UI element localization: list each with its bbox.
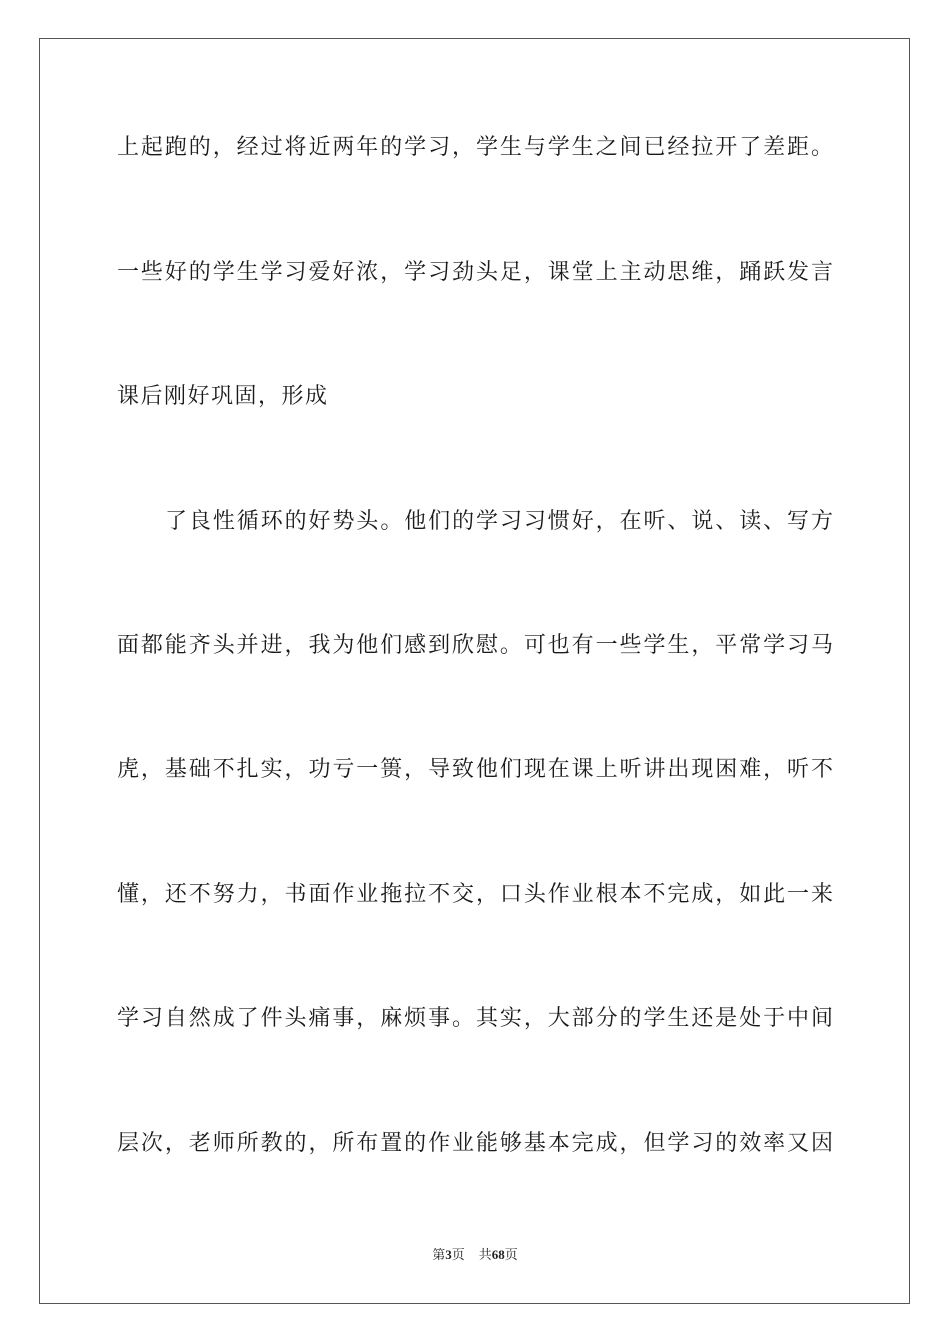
body-text-line-6: 虎，基础不扎实，功亏一篑，导致他们现在课上听讲出现困难，听不: [117, 757, 833, 782]
current-page-number: 3: [445, 1247, 452, 1262]
body-text-line-3: 课后刚好巩固，形成: [117, 384, 329, 409]
total-suffix: 页: [504, 1248, 518, 1263]
body-text-line-9: 层次，老师所教的，所布置的作业能够基本完成，但学习的效率又因: [117, 1131, 833, 1156]
body-text-line-1: 上起跑的，经过将近两年的学习，学生与学生之间已经拉开了差距。: [117, 135, 833, 160]
page-footer: [0, 1246, 950, 1265]
total-pages-number: 68: [491, 1247, 505, 1262]
page-suffix: 页: [451, 1248, 465, 1263]
body-text-line-2: 一些好的学生学习爱好浓，学习劲头足，课堂上主动思维，踊跃发言: [117, 260, 833, 285]
page-prefix: 第: [432, 1248, 446, 1263]
body-text-line-4: 了良性循环的好势头。他们的学习习惯好，在听、说、读、写方: [165, 509, 833, 534]
body-text-line-7: 懂，还不努力，书面作业拖拉不交，口头作业根本不完成，如此一来: [117, 882, 833, 907]
body-text-line-5: 面都能齐头并进，我为他们感到欣慰。可也有一些学生，平常学习马: [117, 633, 833, 658]
body-text-line-8: 学习自然成了件头痛事，麻烦事。其实，大部分的学生还是处于中间: [117, 1006, 833, 1031]
total-prefix: 共: [478, 1248, 492, 1263]
page-border: [39, 38, 910, 1304]
